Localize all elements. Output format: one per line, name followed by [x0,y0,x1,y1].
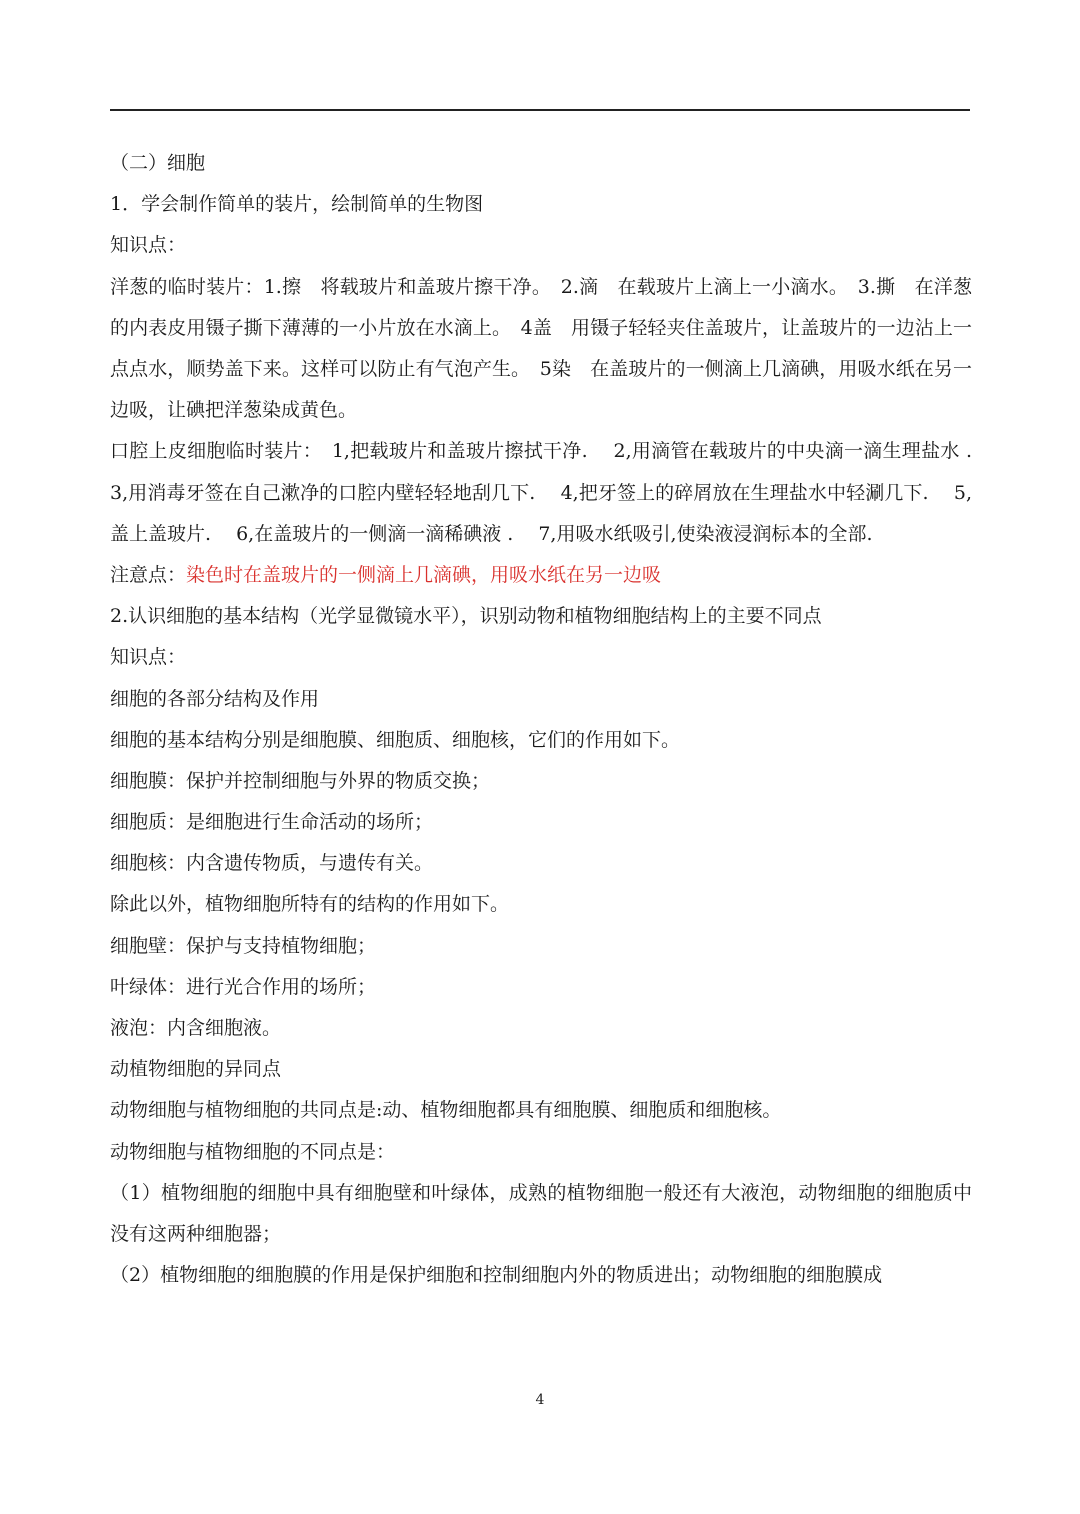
item-1-title: 1．学会制作简单的装片，绘制简单的生物图 [110,193,484,216]
difference-item-1: （1）植物细胞的细胞中具有细胞壁和叶绿体，成熟的植物细胞一般还有大液泡，动物细胞的细胞质中没有这两种细胞器； [110,1181,972,1245]
structure-heading: 细胞的各部分结构及作用 [110,687,320,710]
difference-item-2: （2）植物细胞的细胞膜的作用是保护细胞和控制细胞内外的物质进出；动物细胞的细胞膜成 [110,1264,883,1287]
note-line [110,555,972,596]
vacuole-line: 液泡：内含细胞液。 [110,1017,282,1040]
note-text: 染色时在盖玻片的一侧滴上几滴碘，用吸水纸在另一边吸 [186,563,662,586]
document-body [110,143,998,1296]
knowledge-label: 知识点： [110,234,187,257]
structure-intro: 细胞的基本结构分别是细胞膜、细胞质、细胞核，它们的作用如下。 [110,728,681,751]
chloroplast-line: 叶绿体：进行光合作用的场所； [110,975,377,998]
knowledge-label: 知识点： [110,646,187,669]
cell-membrane-line: 细胞膜：保护并控制细胞与外界的物质交换； [110,769,491,792]
plant-specific-intro: 除此以外，植物细胞所特有的结构的作用如下。 [110,893,510,916]
similarity-line: 动物细胞与植物细胞的共同点是:动、植物细胞都具有细胞膜、细胞质和细胞核。 [110,1099,782,1122]
compare-heading: 动植物细胞的异同点 [110,1058,282,1081]
section-title: （二）细胞 [110,152,206,174]
nucleus-line: 细胞核：内含遗传物质，与遗传有关。 [110,852,434,875]
item-2-title: 2.认识细胞的基本结构（光学显微镜水平），识别动物和植物细胞结构上的主要不同点 [110,605,822,628]
difference-intro: 动物细胞与植物细胞的不同点是： [110,1140,396,1163]
note-label: 注意点： [110,563,187,586]
page-number: 4 [535,1392,545,1408]
header-rule [110,109,970,111]
cell-wall-line: 细胞壁：保护与支持植物细胞； [110,934,377,957]
onion-slide-paragraph: 洋葱的临时装片：1.擦 将载玻片和盖玻片擦干净。 2.滴 在载玻片上滴上一小滴水。 3.撕 在洋葱的内表皮用镊子撕下薄薄的一小片放在水滴上。 4盖 用镊子轻轻夹住盖玻片，让盖玻片的一边沾上一点点水，顺势盖下来。这样可以防止有气泡产生。 5染 在盖玻片的一侧滴上几滴碘，用吸水纸在另一边吸，让碘把洋葱染成黄色。 [110,275,972,422]
cytoplasm-line: 细胞质：是细胞进行生命活动的场所； [110,811,434,834]
cheek-cell-slide-paragraph: 口腔上皮细胞临时装片： 1,把载玻片和盖玻片擦拭干净. 2,用滴管在载玻片的中央滴一滴生理盐水 . 3,用消毒牙签在自己漱净的口腔内壁轻轻地刮几下. 4,把牙签上的碎屑放在生理盐水中轻涮几下. 5,盖上盖玻片. 6,在盖玻片的一侧滴一滴稀碘液 . 7,用吸水纸吸引,使染液浸润标本的全部. [110,440,998,545]
